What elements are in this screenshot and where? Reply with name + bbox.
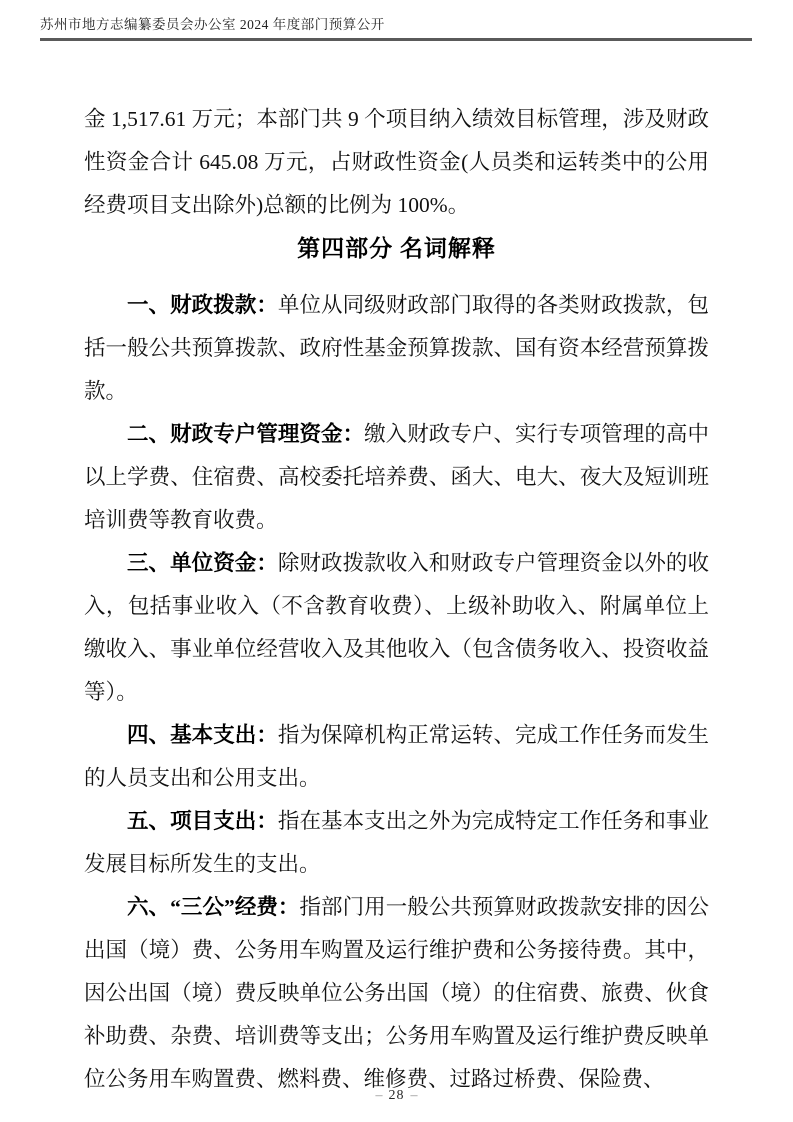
- page-header: [40, 13, 752, 41]
- term-label-3: 三、单位资金：: [127, 551, 278, 575]
- term-paragraph-2: [84, 413, 709, 542]
- term-label-5: 五、项目支出：: [127, 809, 278, 833]
- term-label-4: 四、基本支出：: [127, 723, 278, 747]
- term-paragraph-5: [84, 800, 709, 886]
- term-paragraph-1: [84, 284, 709, 413]
- footer-right-dash: –: [410, 1088, 418, 1103]
- header-rule: [40, 38, 752, 41]
- footer-left-dash: –: [375, 1088, 383, 1103]
- document-body: [84, 98, 709, 1101]
- term-text-2: 缴入财政专户、实行专项管理的高中以上学费、住宿费、高校委托培养费、函大、电大、夜大及短训班培训费等教育收费。: [84, 422, 709, 532]
- term-paragraph-4: [84, 714, 709, 800]
- page-number: 28: [388, 1088, 405, 1103]
- intro-paragraph: 金 1,517.61 万元；本部门共 9 个项目纳入绩效目标管理，涉及财政性资金合计 645.08 万元，占财政性资金(人员类和运转类中的公用经费项目支出除外)总额的比例为 100%。: [84, 107, 709, 217]
- term-text-3: 除财政拨款收入和财政专户管理资金以外的收入，包括事业收入（不含教育收费）、上级补助收入、附属单位上缴收入、事业单位经营收入及其他收入（包含债务收入、投资收益等）。: [84, 551, 709, 704]
- term-text-6: 指部门用一般公共预算财政拨款安排的因公出国（境）费、公务用车购置及运行维护费和公务接待费。其中，因公出国（境）费反映单位公务出国（境）的住宿费、旅费、伙食补助费、杂费、培训费等支出；公务用车购置及运行维护费反映单位公务用车购置费、燃料费、维修费、过路过桥费、保险费、: [84, 895, 709, 1091]
- term-label-6: 六、“三公”经费：: [127, 895, 300, 919]
- term-text-4: 指为保障机构正常运转、完成工作任务而发生的人员支出和公用支出。: [84, 723, 709, 790]
- section-heading: 第四部分 名词解释: [297, 236, 496, 261]
- term-label-2: 二、财政专户管理资金：: [127, 422, 365, 446]
- term-paragraph-3: [84, 542, 709, 714]
- term-label-1: 一、财政拨款：: [127, 293, 278, 317]
- term-paragraph-6: [84, 886, 709, 1101]
- term-text-5: 指在基本支出之外为完成特定工作任务和事业发展目标所发生的支出。: [84, 809, 709, 876]
- term-text-1: 单位从同级财政部门取得的各类财政拨款，包括一般公共预算拨款、政府性基金预算拨款、国有资本经营预算拨款。: [84, 293, 709, 403]
- header-title: 苏州市地方志编纂委员会办公室 2024 年度部门预算公开: [40, 17, 385, 32]
- page-footer: [0, 1088, 793, 1104]
